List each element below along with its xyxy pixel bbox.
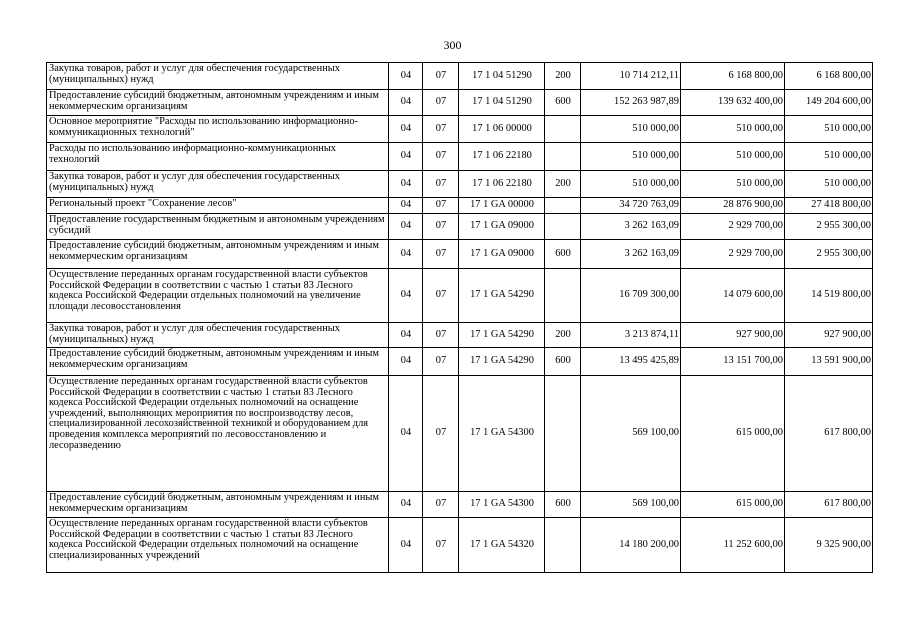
row-amount-year-3: 617 800,00	[785, 492, 873, 518]
row-subsection-code: 07	[423, 198, 459, 214]
row-target-article: 17 1 04 51290	[459, 90, 545, 116]
row-expense-type: 600	[545, 348, 581, 376]
page-number: 300	[443, 38, 462, 52]
row-amount-year-1: 13 495 425,89	[581, 348, 681, 376]
row-amount-year-2: 2 929 700,00	[681, 240, 785, 269]
row-subsection-code: 07	[423, 90, 459, 116]
row-amount-year-3: 27 418 800,00	[785, 198, 873, 214]
table-row	[47, 269, 873, 323]
row-description: Расходы по использованию информационно-коммуникационных технологий	[47, 143, 389, 171]
row-amount-year-2: 13 151 700,00	[681, 348, 785, 376]
row-section-code: 04	[389, 143, 423, 171]
table-row	[47, 376, 873, 492]
row-target-article: 17 1 GA 09000	[459, 214, 545, 240]
budget-table	[46, 62, 873, 573]
row-section-code: 04	[389, 116, 423, 143]
row-subsection-code: 07	[423, 518, 459, 573]
row-target-article: 17 1 GA 54300	[459, 492, 545, 518]
row-amount-year-2: 510 000,00	[681, 143, 785, 171]
row-description: Осуществление переданных органам государственной власти субъектов Российской Федерации в соответствии с частью 1 статьи 83 Лесного кодекса Российской Федерации отдельных полномочий на оснащение специализированных учреждений	[47, 518, 389, 573]
row-amount-year-3: 927 900,00	[785, 323, 873, 348]
row-expense-type	[545, 269, 581, 323]
row-target-article: 17 1 06 22180	[459, 171, 545, 198]
row-section-code: 04	[389, 323, 423, 348]
row-section-code: 04	[389, 240, 423, 269]
row-subsection-code: 07	[423, 240, 459, 269]
table-row	[47, 240, 873, 269]
row-amount-year-1: 10 714 212,11	[581, 63, 681, 90]
table-row	[47, 492, 873, 518]
row-description: Предоставление субсидий бюджетным, автономным учреждениям и иным некоммерческим организациям	[47, 348, 389, 376]
row-description: Региональный проект "Сохранение лесов"	[47, 198, 389, 214]
row-target-article: 17 1 GA 54290	[459, 348, 545, 376]
row-expense-type	[545, 143, 581, 171]
row-amount-year-2: 510 000,00	[681, 171, 785, 198]
row-description: Предоставление субсидий бюджетным, автономным учреждениям и иным некоммерческим организациям	[47, 240, 389, 269]
row-subsection-code: 07	[423, 171, 459, 198]
row-subsection-code: 07	[423, 376, 459, 492]
row-amount-year-2: 11 252 600,00	[681, 518, 785, 573]
row-amount-year-3: 14 519 800,00	[785, 269, 873, 323]
row-amount-year-1: 569 100,00	[581, 376, 681, 492]
row-subsection-code: 07	[423, 492, 459, 518]
row-amount-year-1: 16 709 300,00	[581, 269, 681, 323]
row-section-code: 04	[389, 376, 423, 492]
table-row	[47, 323, 873, 348]
row-amount-year-1: 510 000,00	[581, 171, 681, 198]
row-description: Основное мероприятие "Расходы по использованию информационно-коммуникационных технологий"	[47, 116, 389, 143]
row-amount-year-2: 615 000,00	[681, 492, 785, 518]
row-amount-year-1: 510 000,00	[581, 143, 681, 171]
row-target-article: 17 1 GA 54300	[459, 376, 545, 492]
row-amount-year-2: 510 000,00	[681, 116, 785, 143]
row-description: Предоставление субсидий бюджетным, автономным учреждениям и иным некоммерческим организациям	[47, 492, 389, 518]
row-section-code: 04	[389, 518, 423, 573]
row-target-article: 17 1 GA 54290	[459, 323, 545, 348]
row-amount-year-2: 2 929 700,00	[681, 214, 785, 240]
row-expense-type: 600	[545, 240, 581, 269]
row-description: Осуществление переданных органам государственной власти субъектов Российской Федерации в соответствии с частью 1 статьи 83 Лесного кодекса Российской Федерации отдельных полномочий на увеличение площади лесовосстановления	[47, 269, 389, 323]
row-subsection-code: 07	[423, 348, 459, 376]
row-target-article: 17 1 GA 09000	[459, 240, 545, 269]
row-subsection-code: 07	[423, 143, 459, 171]
row-section-code: 04	[389, 63, 423, 90]
row-amount-year-3: 510 000,00	[785, 171, 873, 198]
row-amount-year-3: 9 325 900,00	[785, 518, 873, 573]
table-row	[47, 171, 873, 198]
table-row	[47, 116, 873, 143]
row-expense-type: 200	[545, 171, 581, 198]
row-section-code: 04	[389, 492, 423, 518]
row-amount-year-3: 510 000,00	[785, 143, 873, 171]
row-expense-type	[545, 376, 581, 492]
row-amount-year-3: 13 591 900,00	[785, 348, 873, 376]
row-amount-year-1: 3 262 163,09	[581, 240, 681, 269]
row-target-article: 17 1 GA 00000	[459, 198, 545, 214]
row-amount-year-2: 14 079 600,00	[681, 269, 785, 323]
row-subsection-code: 07	[423, 214, 459, 240]
table-row	[47, 90, 873, 116]
row-amount-year-1: 152 263 987,89	[581, 90, 681, 116]
row-amount-year-2: 615 000,00	[681, 376, 785, 492]
row-amount-year-1: 3 213 874,11	[581, 323, 681, 348]
row-target-article: 17 1 04 51290	[459, 63, 545, 90]
row-subsection-code: 07	[423, 116, 459, 143]
budget-table-body	[47, 63, 873, 573]
row-target-article: 17 1 06 00000	[459, 116, 545, 143]
row-section-code: 04	[389, 214, 423, 240]
row-target-article: 17 1 GA 54320	[459, 518, 545, 573]
row-expense-type: 600	[545, 492, 581, 518]
row-expense-type: 600	[545, 90, 581, 116]
row-amount-year-1: 3 262 163,09	[581, 214, 681, 240]
row-section-code: 04	[389, 269, 423, 323]
row-expense-type	[545, 116, 581, 143]
row-section-code: 04	[389, 90, 423, 116]
row-amount-year-2: 28 876 900,00	[681, 198, 785, 214]
row-amount-year-1: 34 720 763,09	[581, 198, 681, 214]
row-subsection-code: 07	[423, 323, 459, 348]
row-subsection-code: 07	[423, 63, 459, 90]
row-expense-type: 200	[545, 323, 581, 348]
row-amount-year-1: 510 000,00	[581, 116, 681, 143]
table-row	[47, 518, 873, 573]
row-target-article: 17 1 06 22180	[459, 143, 545, 171]
row-description: Предоставление государственным бюджетным и автономным учреждениям субсидий	[47, 214, 389, 240]
row-section-code: 04	[389, 198, 423, 214]
row-description: Закупка товаров, работ и услуг для обеспечения государственных (муниципальных) нужд	[47, 171, 389, 198]
row-amount-year-1: 569 100,00	[581, 492, 681, 518]
row-amount-year-3: 510 000,00	[785, 116, 873, 143]
row-amount-year-3: 2 955 300,00	[785, 240, 873, 269]
row-description: Осуществление переданных органам государственной власти субъектов Российской Федерации в соответствии с частью 1 статьи 83 Лесного кодекса Российской Федерации отдельных полномочий на оснащение учреждений, выполняющих мероприятия по воспроизводству лесов, специализированной лесохозяйственной техникой и оборудованием для проведения комплекса мероприятий по лесовосстановлению и лесоразведению	[47, 376, 389, 492]
row-subsection-code: 07	[423, 269, 459, 323]
row-target-article: 17 1 GA 54290	[459, 269, 545, 323]
row-expense-type	[545, 214, 581, 240]
row-amount-year-3: 149 204 600,00	[785, 90, 873, 116]
table-row	[47, 63, 873, 90]
row-amount-year-3: 6 168 800,00	[785, 63, 873, 90]
row-amount-year-2: 927 900,00	[681, 323, 785, 348]
row-description: Закупка товаров, работ и услуг для обеспечения государственных (муниципальных) нужд	[47, 323, 389, 348]
row-amount-year-3: 617 800,00	[785, 376, 873, 492]
row-expense-type: 200	[545, 63, 581, 90]
row-expense-type	[545, 198, 581, 214]
row-section-code: 04	[389, 348, 423, 376]
row-expense-type	[545, 518, 581, 573]
row-amount-year-3: 2 955 300,00	[785, 214, 873, 240]
row-amount-year-2: 139 632 400,00	[681, 90, 785, 116]
table-row	[47, 198, 873, 214]
row-amount-year-1: 14 180 200,00	[581, 518, 681, 573]
table-row	[47, 214, 873, 240]
table-row	[47, 348, 873, 376]
row-section-code: 04	[389, 171, 423, 198]
row-amount-year-2: 6 168 800,00	[681, 63, 785, 90]
row-description: Закупка товаров, работ и услуг для обеспечения государственных (муниципальных) нужд	[47, 63, 389, 90]
table-row	[47, 143, 873, 171]
row-description: Предоставление субсидий бюджетным, автономным учреждениям и иным некоммерческим организациям	[47, 90, 389, 116]
